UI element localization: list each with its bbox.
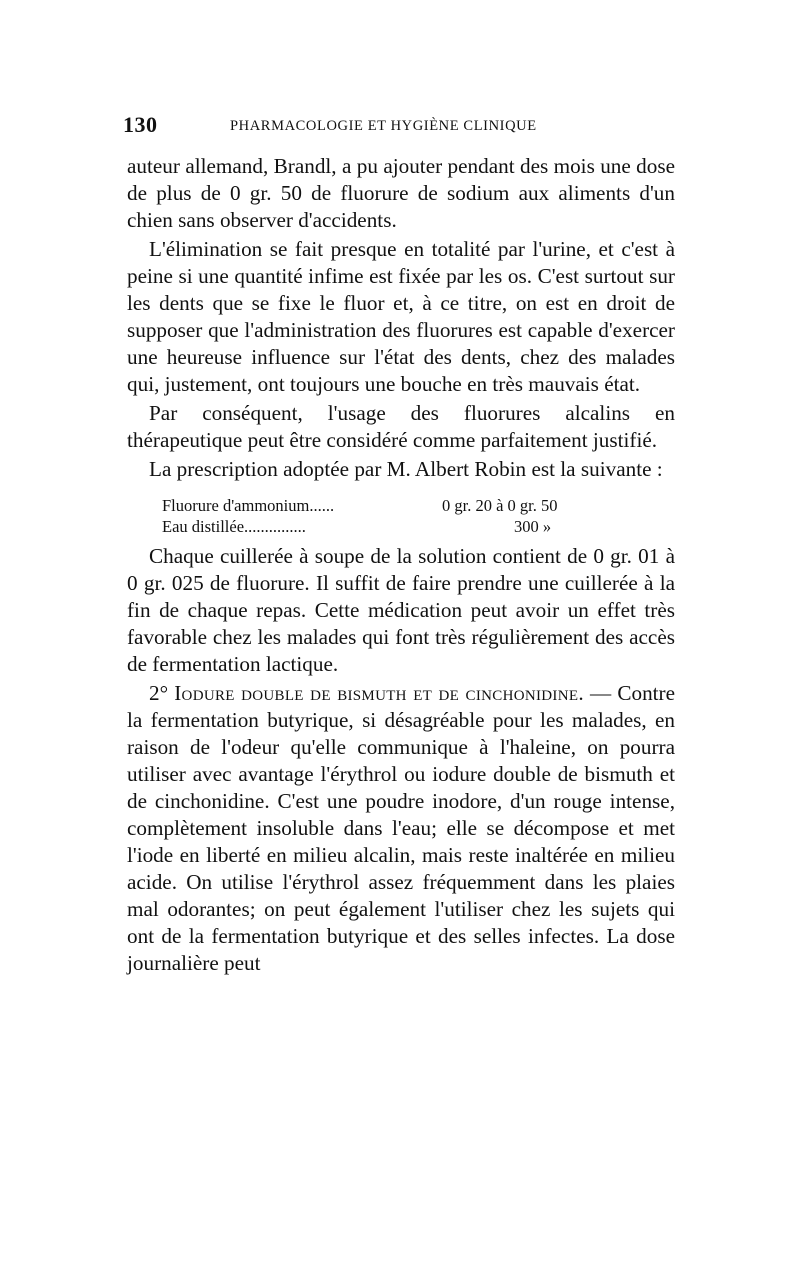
prescription-formula (162, 495, 675, 537)
page-number: 130 (123, 112, 158, 137)
formula-ingredient: Eau distillée............... (162, 517, 306, 536)
section-heading: Iodure double de bismuth et de cinchonidine. (174, 681, 584, 705)
formula-quantity: 300 » (514, 517, 552, 536)
page-header (123, 112, 675, 142)
paragraph-elimination: L'élimination se fait presque en totalité par l'urine, et c'est à peine si une quantité infime est fixée par les os. C'est surtout sur les dents que se fixe le fluor et, à ce titre, on est en droit de supposer que l'administration des fluorures est capable d'exercer une heureuse influence sur l'état des dents, chez des malades qui, justement, ont toujours une bouche en très mauvais état. (127, 237, 675, 396)
formula-row (162, 495, 675, 516)
paragraph-consequence: Par conséquent, l'usage des fluorures alcalins en thérapeutique peut être considéré comme parfaitement justifié. (127, 401, 675, 452)
running-title: PHARMACOLOGIE ET HYGIÈNE CLINIQUE (230, 118, 537, 134)
page-body (127, 153, 675, 977)
formula-ingredient: Fluorure d'ammonium...... (162, 496, 335, 515)
paragraph-dosage: Chaque cuillerée à soupe de la solution contient de 0 gr. 01 à 0 gr. 025 de fluorure. Il suffit de faire prendre une cuillerée à la fin de chaque repas. Cette médication peut avoir un effet très favorable chez les malades qui font très régulièrement des accès de fermentation lactique. (127, 544, 675, 676)
section-number: 2° (149, 681, 169, 705)
paragraph-continuation: auteur allemand, Brandl, a pu ajouter pendant des mois une dose de plus de 0 gr. 50 de fluorure de sodium aux aliments d'un chien sans observer d'accidents. (127, 154, 675, 232)
section-text: — Contre la fermentation butyrique, si désagréable pour les malades, en raison de l'odeur qu'elle communique à l'haleine, on pourra utiliser avec avantage l'érythrol ou iodure double de bismuth et de cinchonidine. C'est une poudre inodore, d'un rouge intense, complètement insoluble dans l'eau; elle se décompose et met l'iode en liberté en milieu alcalin, mais reste inaltérée en milieu acide. On utilise l'érythrol assez fréquemment dans les plaies mal odorantes; on peut également l'utiliser chez les sujets qui ont de la fermentation butyrique et des selles infectes. La dose journalière peut (127, 681, 676, 975)
paragraph-iodure (127, 680, 675, 977)
formula-quantity: 0 gr. 20 à 0 gr. 50 (442, 496, 558, 515)
formula-row (162, 516, 675, 537)
paragraph-prescription-intro: La prescription adoptée par M. Albert Robin est la suivante : (149, 457, 663, 481)
book-page (123, 112, 676, 977)
